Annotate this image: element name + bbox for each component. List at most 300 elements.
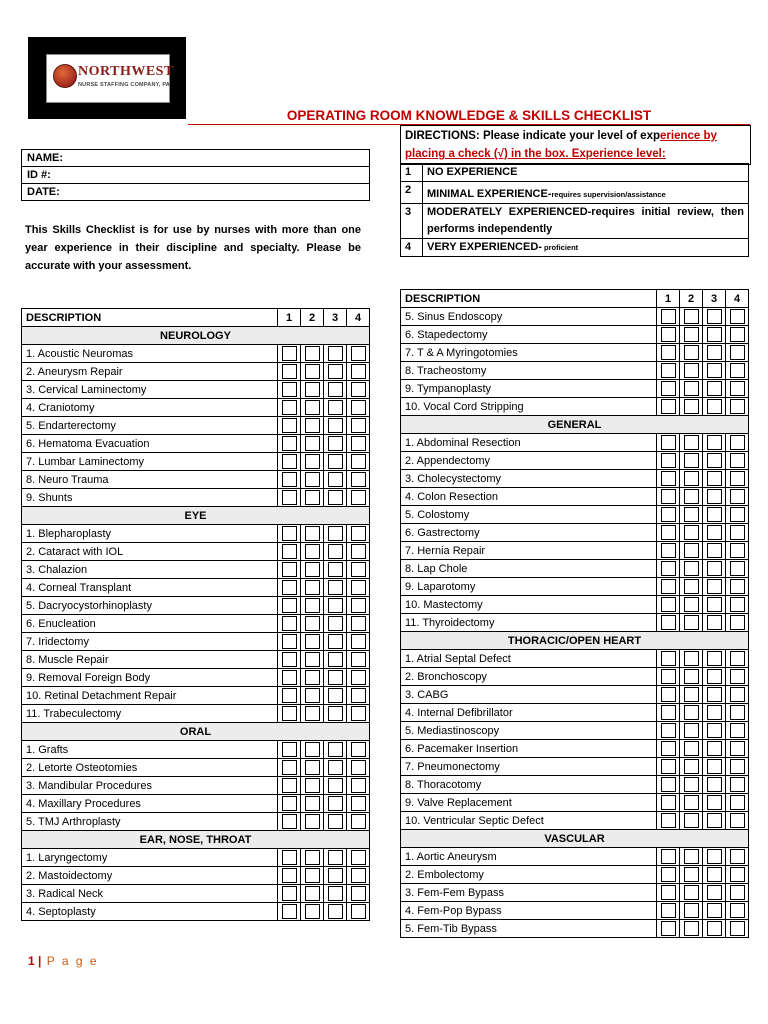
checkbox[interactable] [305,706,320,721]
checkbox[interactable] [730,579,745,594]
check-cell [657,614,680,632]
checkbox[interactable] [351,400,366,415]
skill-row [22,741,370,759]
checkbox[interactable] [661,777,676,792]
checkbox[interactable] [351,706,366,721]
check-cell [657,848,680,866]
checkbox[interactable] [730,435,745,450]
checkbox[interactable] [328,796,343,811]
id-field[interactable]: ID #: [22,167,370,184]
checkbox[interactable] [707,723,722,738]
skill-label: 2. Bronchoscopy [401,668,657,686]
checkbox[interactable] [707,579,722,594]
checkbox[interactable] [707,687,722,702]
checkbox[interactable] [351,418,366,433]
checkbox[interactable] [684,705,699,720]
checkbox[interactable] [328,598,343,613]
check-cell [680,722,703,740]
checkbox[interactable] [282,616,297,631]
checkbox[interactable] [282,688,297,703]
checkbox[interactable] [282,364,297,379]
nurse-info-table [21,149,370,201]
checkbox[interactable] [730,651,745,666]
checkbox[interactable] [351,634,366,649]
checkbox[interactable] [305,454,320,469]
skill-label: 8. Thoracotomy [401,776,657,794]
checkbox[interactable] [282,436,297,451]
skill-label: 1. Grafts [22,741,278,759]
checkbox[interactable] [351,778,366,793]
checkbox[interactable] [707,903,722,918]
checkbox[interactable] [684,597,699,612]
checkbox[interactable] [684,471,699,486]
checkbox[interactable] [661,795,676,810]
checkbox[interactable] [351,454,366,469]
checkbox[interactable] [282,346,297,361]
checkbox[interactable] [684,381,699,396]
checkbox[interactable] [684,345,699,360]
checkbox[interactable] [730,525,745,540]
check-cell [324,759,347,777]
checkbox[interactable] [707,327,722,342]
checkbox[interactable] [730,741,745,756]
checkbox[interactable] [707,705,722,720]
checkbox[interactable] [661,381,676,396]
checkbox[interactable] [661,723,676,738]
checkbox[interactable] [305,490,320,505]
checkbox[interactable] [684,363,699,378]
checkbox[interactable] [305,670,320,685]
checkbox[interactable] [661,435,676,450]
checkbox[interactable] [661,525,676,540]
checkbox[interactable] [351,796,366,811]
check-cell [657,362,680,380]
skill-label: 10. Ventricular Septic Defect [401,812,657,830]
checkbox[interactable] [328,814,343,829]
checkbox[interactable] [730,309,745,324]
checkbox[interactable] [305,850,320,865]
checkbox[interactable] [282,634,297,649]
check-cell [726,506,749,524]
checkbox[interactable] [282,814,297,829]
checkbox[interactable] [305,400,320,415]
checkbox[interactable] [328,382,343,397]
checkbox[interactable] [707,741,722,756]
checkbox[interactable] [305,364,320,379]
checkbox[interactable] [351,562,366,577]
checkbox[interactable] [730,597,745,612]
checkbox[interactable] [707,363,722,378]
checkbox[interactable] [730,399,745,414]
checkbox[interactable] [661,579,676,594]
checkbox[interactable] [282,868,297,883]
checkbox[interactable] [707,543,722,558]
checkbox[interactable] [661,399,676,414]
checkbox[interactable] [661,849,676,864]
checkbox[interactable] [730,543,745,558]
checkbox[interactable] [305,544,320,559]
skill-label: 3. Cholecystectomy [401,470,657,488]
skill-label: 11. Trabeculectomy [22,705,278,723]
name-field[interactable]: NAME: [22,150,370,167]
checkbox[interactable] [305,886,320,901]
checkbox[interactable] [684,453,699,468]
check-cell [680,902,703,920]
checkbox[interactable] [684,489,699,504]
checkbox[interactable] [328,904,343,919]
checkbox[interactable] [305,580,320,595]
checkbox[interactable] [282,598,297,613]
checkbox[interactable] [328,436,343,451]
checkbox[interactable] [684,579,699,594]
skill-row [401,866,749,884]
checkbox[interactable] [282,778,297,793]
checkbox[interactable] [684,309,699,324]
checkbox[interactable] [661,867,676,882]
checkbox[interactable] [305,418,320,433]
checkbox[interactable] [305,688,320,703]
checkbox[interactable] [305,346,320,361]
checkbox[interactable] [730,453,745,468]
check-cell [657,542,680,560]
checkbox[interactable] [282,490,297,505]
skill-row [401,614,749,632]
checkbox[interactable] [351,886,366,901]
check-cell [703,794,726,812]
check-cell [680,704,703,722]
checkbox[interactable] [707,489,722,504]
checkbox[interactable] [328,364,343,379]
checkbox[interactable] [684,651,699,666]
checkbox[interactable] [305,382,320,397]
checkbox[interactable] [351,382,366,397]
checkbox[interactable] [707,651,722,666]
checkbox[interactable] [707,453,722,468]
checkbox[interactable] [684,723,699,738]
checkbox[interactable] [351,364,366,379]
checkbox[interactable] [328,652,343,667]
checkbox[interactable] [730,921,745,936]
checkbox[interactable] [328,688,343,703]
checkbox[interactable] [684,885,699,900]
checkbox[interactable] [707,309,722,324]
skill-label: 1. Atrial Septal Defect [401,650,657,668]
checkbox[interactable] [351,760,366,775]
checkbox[interactable] [730,471,745,486]
date-field[interactable]: DATE: [22,184,370,201]
checkbox[interactable] [282,580,297,595]
checkbox[interactable] [282,706,297,721]
checkbox[interactable] [661,327,676,342]
checkbox[interactable] [684,561,699,576]
checkbox[interactable] [730,723,745,738]
checkbox[interactable] [282,454,297,469]
checkbox[interactable] [328,868,343,883]
checkbox[interactable] [305,868,320,883]
checkbox[interactable] [707,435,722,450]
checkbox[interactable] [328,526,343,541]
checkbox[interactable] [351,598,366,613]
checkbox[interactable] [328,850,343,865]
checkbox[interactable] [328,418,343,433]
checkbox[interactable] [730,867,745,882]
checkbox[interactable] [707,471,722,486]
checkbox[interactable] [661,615,676,630]
checkbox[interactable] [351,850,366,865]
checkbox[interactable] [730,903,745,918]
checkbox[interactable] [351,688,366,703]
check-cell [657,434,680,452]
checkbox[interactable] [707,597,722,612]
company-logo [28,37,186,119]
check-cell [278,417,301,435]
right-checklist-table [400,289,749,938]
checkbox[interactable] [328,742,343,757]
checkbox[interactable] [684,543,699,558]
checkbox[interactable] [684,687,699,702]
checkbox[interactable] [305,904,320,919]
checkbox[interactable] [684,615,699,630]
checkbox[interactable] [661,813,676,828]
checkbox[interactable] [661,597,676,612]
checkbox[interactable] [328,670,343,685]
skill-label: 10. Mastectomy [401,596,657,614]
checkbox[interactable] [282,526,297,541]
skill-row [22,705,370,723]
checkbox[interactable] [730,363,745,378]
checkbox[interactable] [707,813,722,828]
check-cell [278,453,301,471]
checkbox[interactable] [707,669,722,684]
checkbox[interactable] [282,904,297,919]
checkbox[interactable] [282,796,297,811]
checkbox[interactable] [684,813,699,828]
checkbox[interactable] [328,562,343,577]
check-cell [703,614,726,632]
checkbox[interactable] [351,436,366,451]
checkbox[interactable] [684,525,699,540]
checkbox[interactable] [305,760,320,775]
checkbox[interactable] [707,921,722,936]
checkbox[interactable] [282,400,297,415]
skill-label: 9. Valve Replacement [401,794,657,812]
checkbox[interactable] [351,670,366,685]
checkbox[interactable] [684,921,699,936]
checkbox[interactable] [684,399,699,414]
checkbox[interactable] [351,526,366,541]
checkbox[interactable] [707,615,722,630]
checkbox[interactable] [328,490,343,505]
checkbox[interactable] [707,777,722,792]
checkbox[interactable] [282,760,297,775]
checkbox[interactable] [661,885,676,900]
checkbox[interactable] [730,777,745,792]
checkbox[interactable] [351,616,366,631]
checkbox[interactable] [684,669,699,684]
checkbox[interactable] [351,346,366,361]
checkbox[interactable] [707,561,722,576]
skill-label: 5. Sinus Endoscopy [401,308,657,326]
skill-label: 5. Fem-Tib Bypass [401,920,657,938]
checkbox[interactable] [282,652,297,667]
checkbox[interactable] [328,454,343,469]
checkbox[interactable] [282,418,297,433]
checkbox[interactable] [282,562,297,577]
checkbox[interactable] [351,490,366,505]
skill-label: 7. Hernia Repair [401,542,657,560]
checkbox[interactable] [684,741,699,756]
checkbox[interactable] [305,472,320,487]
checkbox[interactable] [305,742,320,757]
checkbox[interactable] [661,345,676,360]
checkbox[interactable] [661,903,676,918]
check-cell [278,561,301,579]
skill-row [22,399,370,417]
check-cell [657,740,680,758]
checkbox[interactable] [305,634,320,649]
checkbox[interactable] [661,543,676,558]
check-cell [680,560,703,578]
checkbox[interactable] [328,706,343,721]
checkbox[interactable] [305,814,320,829]
check-cell [278,345,301,363]
checkbox[interactable] [328,886,343,901]
checkbox[interactable] [328,580,343,595]
check-cell [726,794,749,812]
checkbox[interactable] [305,598,320,613]
checkbox[interactable] [707,507,722,522]
checkbox[interactable] [661,309,676,324]
checkbox[interactable] [707,849,722,864]
checkbox[interactable] [730,669,745,684]
checkbox[interactable] [351,904,366,919]
checkbox[interactable] [661,921,676,936]
check-cell [278,543,301,561]
checkbox[interactable] [684,795,699,810]
checkbox[interactable] [730,327,745,342]
checkbox[interactable] [684,435,699,450]
checkbox[interactable] [351,814,366,829]
check-cell [278,849,301,867]
checkbox[interactable] [684,849,699,864]
checkbox[interactable] [328,616,343,631]
checkbox[interactable] [707,759,722,774]
checkbox[interactable] [707,867,722,882]
checkbox[interactable] [282,382,297,397]
checkbox[interactable] [730,687,745,702]
checkbox[interactable] [684,903,699,918]
checkbox[interactable] [707,345,722,360]
checkbox[interactable] [328,760,343,775]
checkbox[interactable] [661,759,676,774]
checkbox[interactable] [684,777,699,792]
checkbox[interactable] [661,507,676,522]
checkbox[interactable] [328,346,343,361]
checkbox[interactable] [730,849,745,864]
check-cell [680,848,703,866]
checkbox[interactable] [305,796,320,811]
skill-row [401,686,749,704]
checkbox[interactable] [730,561,745,576]
checkbox[interactable] [282,670,297,685]
checkbox[interactable] [730,795,745,810]
checkbox[interactable] [282,850,297,865]
checkbox[interactable] [305,778,320,793]
checkbox[interactable] [351,472,366,487]
checkbox[interactable] [305,562,320,577]
checkbox[interactable] [730,759,745,774]
checkbox[interactable] [282,544,297,559]
checkbox[interactable] [328,778,343,793]
checkbox[interactable] [684,327,699,342]
checkbox[interactable] [305,652,320,667]
checkbox[interactable] [282,472,297,487]
checkbox[interactable] [707,525,722,540]
checkbox[interactable] [661,561,676,576]
checkbox[interactable] [707,399,722,414]
checkbox[interactable] [684,507,699,522]
check-cell [657,794,680,812]
checkbox[interactable] [661,363,676,378]
checkbox[interactable] [661,705,676,720]
checkbox[interactable] [661,741,676,756]
checkbox[interactable] [707,885,722,900]
checkbox[interactable] [328,544,343,559]
section-title: VASCULAR [401,830,749,848]
checkbox[interactable] [305,616,320,631]
directions-box [400,125,751,165]
checkbox[interactable] [351,652,366,667]
check-cell [726,758,749,776]
checkbox[interactable] [707,795,722,810]
checkbox[interactable] [661,687,676,702]
checkbox[interactable] [730,345,745,360]
checkbox[interactable] [661,471,676,486]
check-cell [726,704,749,722]
checkbox[interactable] [684,759,699,774]
checkbox[interactable] [730,885,745,900]
checkbox[interactable] [282,886,297,901]
page-footer [28,954,99,968]
check-cell [726,884,749,902]
check-cell [657,650,680,668]
checkbox[interactable] [730,705,745,720]
checkbox[interactable] [351,868,366,883]
checkbox[interactable] [730,813,745,828]
checkbox[interactable] [730,381,745,396]
checkbox[interactable] [730,489,745,504]
checkbox[interactable] [661,651,676,666]
skill-row [401,308,749,326]
checkbox[interactable] [328,634,343,649]
checkbox[interactable] [730,507,745,522]
checkbox[interactable] [328,400,343,415]
checkbox[interactable] [351,544,366,559]
check-cell [703,902,726,920]
checkbox[interactable] [661,453,676,468]
checkbox[interactable] [684,867,699,882]
checkbox[interactable] [351,742,366,757]
checkbox[interactable] [707,381,722,396]
checkbox[interactable] [661,489,676,504]
checkbox[interactable] [328,472,343,487]
checkbox[interactable] [305,436,320,451]
checkbox[interactable] [282,742,297,757]
checkbox[interactable] [305,526,320,541]
checkbox[interactable] [351,580,366,595]
checkbox[interactable] [730,615,745,630]
checkbox[interactable] [661,669,676,684]
